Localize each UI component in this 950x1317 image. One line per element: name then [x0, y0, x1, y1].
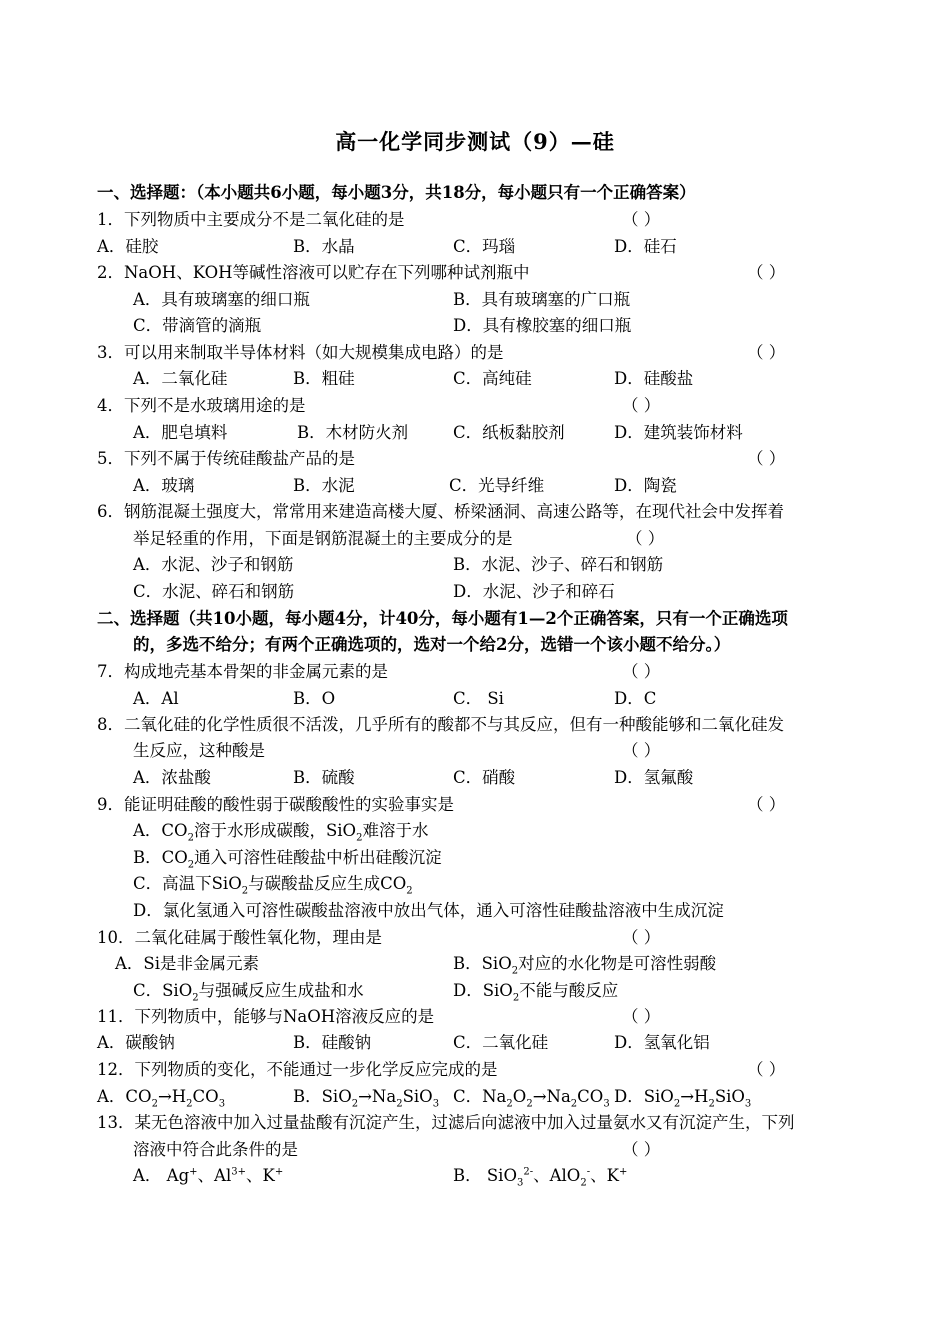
- q6-stem-line1: 6．钢筋混凝土强度大，常常用来建造高楼大厦、桥梁涵洞、高速公路等，在现代社会中发挥着: [97, 502, 784, 521]
- q12-option-d: D．$SiO_2\to H_2SiO_3$: [614, 1087, 752, 1110]
- q10-option-c: C．SiO$_2$与强碱反应生成盐和水: [133, 981, 364, 1004]
- q13-option-b: B． SiO$_3^{2-}$、AlO$_2$-、K+: [453, 1166, 628, 1189]
- q9-stem: 9．能证明硅酸的酸性弱于碳酸酸性的实验事实是: [97, 795, 454, 814]
- q7-option-a: A．Al: [133, 689, 179, 708]
- q10-option-a: A．Si是非金属元素: [115, 954, 259, 973]
- q5-option-b: B．水泥: [293, 476, 355, 495]
- q6-option-d: D．水泥、沙子和碎石: [453, 582, 615, 601]
- q1-option-b: B．水晶: [293, 237, 355, 256]
- q11-option-b: B．硅酸钠: [293, 1033, 372, 1052]
- q12-option-a: A．$CO_2\to H_2CO_3$: [97, 1087, 226, 1110]
- q4-answer-paren: （ ）: [622, 396, 661, 415]
- q10-stem: 10．二氧化硅属于酸性氧化物，理由是: [97, 928, 382, 947]
- q11-answer-paren: （ ）: [622, 1007, 661, 1026]
- q12-stem: 12．下列物质的变化，不能通过一步化学反应完成的是: [97, 1060, 498, 1079]
- q2-answer-paren: （ ）: [747, 263, 786, 282]
- q7-stem: 7．构成地壳基本骨架的非金属元素的是: [97, 662, 388, 681]
- q8-stem-line1: 8．二氧化硅的化学性质很不活泼，几乎所有的酸都不与其反应，但有一种酸能够和二氧化硅发: [97, 715, 784, 734]
- q2-option-c: C．带滴管的滴瓶: [133, 316, 262, 335]
- q4-option-b: B．木材防火剂: [297, 423, 409, 442]
- q12-answer-paren: （ ）: [747, 1060, 786, 1079]
- q2-option-d: D．具有橡胶塞的细口瓶: [453, 316, 632, 335]
- q5-option-d: D．陶瓷: [614, 476, 677, 495]
- q10-option-d: D．SiO$_2$不能与酸反应: [453, 981, 619, 1004]
- q4-option-a: A．肥皂填料: [133, 423, 228, 442]
- q4-option-c: C．纸板黏胶剂: [453, 423, 565, 442]
- q5-option-a: A．玻璃: [133, 476, 195, 495]
- q11-option-d: D．氢氧化铝: [614, 1033, 710, 1052]
- q1-answer-paren: （ ）: [622, 210, 661, 229]
- q3-answer-paren: （ ）: [747, 343, 786, 362]
- q6-stem-line2: 举足轻重的作用，下面是钢筋混凝土的主要成分的是: [133, 529, 513, 548]
- q5-stem: 5．下列不属于传统硅酸盐产品的是: [97, 449, 355, 468]
- q8-option-d: D．氢氟酸: [614, 768, 694, 787]
- q3-option-b: B．粗硅: [293, 369, 355, 388]
- q5-answer-paren: （ ）: [747, 449, 786, 468]
- q13-stem-line2: 溶液中符合此条件的是: [133, 1140, 298, 1159]
- q8-answer-paren: （ ）: [622, 741, 661, 760]
- q7-answer-paren: （ ）: [622, 662, 661, 681]
- q7-option-d: D．C: [614, 689, 657, 708]
- q2-stem: 2．NaOH、KOH等碱性溶液可以贮存在下列哪种试剂瓶中: [97, 263, 530, 282]
- q1-option-d: D．硅石: [614, 237, 677, 256]
- q9-answer-paren: （ ）: [747, 795, 786, 814]
- q8-option-b: B．硫酸: [293, 768, 355, 787]
- q9-option-c: C．高温下SiO$_2$与碳酸盐反应生成$CO_2$: [133, 874, 413, 897]
- q12-option-c: C．$Na_2O_2\to Na_2CO_3$: [453, 1087, 610, 1110]
- q3-option-c: C．高纯硅: [453, 369, 532, 388]
- q6-option-c: C．水泥、碎石和钢筋: [133, 582, 295, 601]
- q1-stem: 1．下列物质中主要成分不是二氧化硅的是: [97, 210, 405, 229]
- q8-option-a: A．浓盐酸: [133, 768, 211, 787]
- q11-option-a: A．碳酸钠: [97, 1033, 175, 1052]
- q11-option-c: C．二氧化硅: [453, 1033, 549, 1052]
- q10-option-b: B．SiO$_2$对应的水化物是可溶性弱酸: [453, 954, 717, 977]
- q11-stem: 11．下列物质中，能够与NaOH溶液反应的是: [97, 1007, 435, 1026]
- q7-option-b: B．O: [293, 689, 336, 708]
- q2-option-b: B．具有玻璃塞的广口瓶: [453, 290, 631, 309]
- q5-option-c: C．光导纤维: [449, 476, 545, 495]
- q8-option-c: C．硝酸: [453, 768, 516, 787]
- q9-option-d: D．氯化氢通入可溶性碳酸盐溶液中放出气体，通入可溶性硅酸盐溶液中生成沉淀: [133, 901, 724, 920]
- q10-answer-paren: （ ）: [622, 928, 661, 947]
- q13-option-a: A． Ag+、$Al^{3+}$、K+: [133, 1166, 284, 1185]
- q9-option-a: A．$CO_2$溶于水形成碳酸，SiO$_2$难溶于水: [133, 821, 429, 844]
- page-title: 高一化学同步测试（9）—硅: [335, 129, 615, 154]
- q4-stem: 4．下列不是水玻璃用途的是: [97, 396, 306, 415]
- q3-option-a: A．二氧化硅: [133, 369, 228, 388]
- q1-option-a: A．硅胶: [97, 237, 159, 256]
- q8-stem-line2: 生反应，这种酸是: [133, 741, 265, 760]
- q4-option-d: D．建筑装饰材料: [614, 423, 743, 442]
- section-2-header-line2: 的，多选不给分；有两个正确选项的，选对一个给2分，选错一个该小题不给分。）: [133, 635, 731, 654]
- q1-option-c: C．玛瑙: [453, 237, 516, 256]
- section-2-header-line1: 二、选择题（共10小题，每小题4分，计40分，每小题有1—2个正确答案，只有一个正确选项: [97, 609, 788, 628]
- q7-option-c: C． Si: [453, 689, 504, 708]
- q6-answer-paren: （ ）: [626, 529, 665, 548]
- q3-option-d: D．硅酸盐: [614, 369, 694, 388]
- q3-stem: 3．可以用来制取半导体材料（如大规模集成电路）的是: [97, 343, 504, 362]
- q13-stem-line1: 13．某无色溶液中加入过量盐酸有沉淀产生，过滤后向滤液中加入过量氨水又有沉淀产生，下列: [97, 1113, 795, 1132]
- q6-option-b: B．水泥、沙子、碎石和钢筋: [453, 555, 664, 574]
- q13-answer-paren: （ ）: [622, 1140, 661, 1159]
- q6-option-a: A．水泥、沙子和钢筋: [133, 555, 294, 574]
- q2-option-a: A．具有玻璃塞的细口瓶: [133, 290, 310, 309]
- section-1-header: 一、选择题：（本小题共6小题，每小题3分，共18分，每小题只有一个正确答案）: [97, 183, 696, 202]
- q9-option-b: B．$CO_2$通入可溶性硅酸盐中析出硅酸沉淀: [133, 848, 442, 871]
- q12-option-b: B．$SiO_2\to Na_2SiO_3$: [293, 1087, 440, 1110]
